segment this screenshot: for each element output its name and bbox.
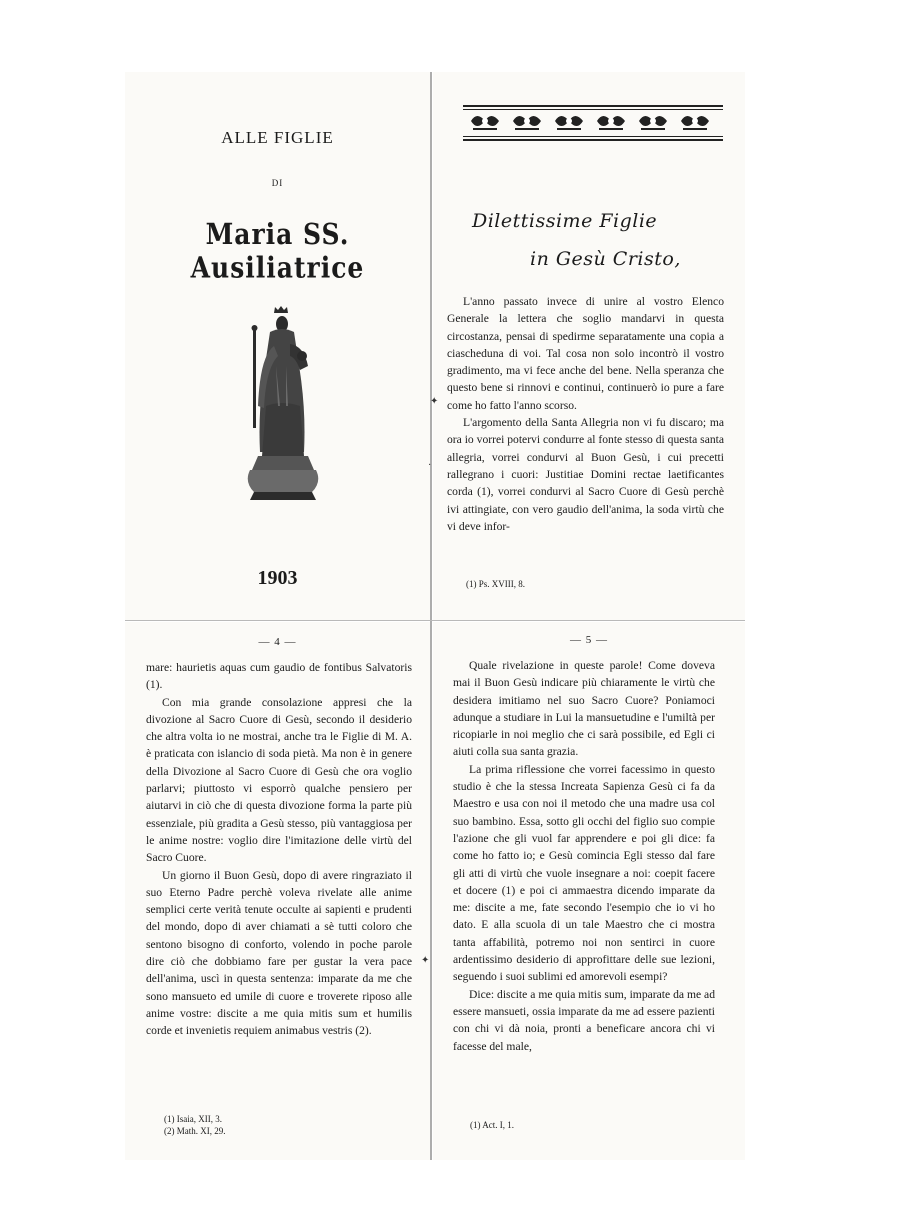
page-divider xyxy=(125,620,745,621)
paragraph: L'argomento della Santa Allegria non vi fu discaro; ma ora io vorrei potervi condurre al fonte stesso di questa santa allegria, vorrei condurvi al Buon Gesù, i cui precetti rallegrano i cuori: Justitiae Domini rectae laetificantes corda (1), vorrei condurvi al Sacro Cuore di Gesù perchè ivi attingiate, con vero gaudio dell'anima, la soda virtù che vi deve infor- xyxy=(447,416,724,533)
margin-mark: ✦ xyxy=(421,955,430,966)
paragraph: L'anno passato invece di unire al vostro Elenco Generale la lettera che soglio mandarvi in questa circostanza, pensai di spedirme separatamente una copia a ciascheduna di voi. Tal cosa non solo incontrò il vostro gradimento, ma vi fece anche del bene. Nella speranza che questo bene si rinnovi e continui, continuerò io pure a fare come ho fatto l'anno scorso. xyxy=(447,295,724,412)
salutation-line-1: Dilettissime Figlie xyxy=(472,210,658,232)
paragraph: Con mia grande consolazione appresi che la divozione al Sacro Cuore di Gesù, secondo il desiderio che altra volta io ne mostrai, anche tra le Figlie di M. A. è praticata con islancio di soda pietà. Ma non è in genere della Divozione al Sacro Cuore di Gesù che ora voglio parlarvi; piuttosto vi esporrò qualche pensiero per aiutarvi in ciò che di questa divozione forma la parte più essenziale, più gradita a Gesù stesso, più vantaggiosa per le anime nostre: voglio dire l'imitazione delle virtù del Sacro Cuore. xyxy=(146,695,412,865)
salutation-line-2: in Gesù Cristo, xyxy=(530,248,681,270)
page-number: — 5 — xyxy=(570,634,608,646)
paragraph: Dice: discite a me quia mitis sum, imparate da me ad essere mansueti, ossia imparate da me ad essere pazienti con chi vi dà noia, pronti a beneficare ancora chi vi facesse del male, xyxy=(453,987,715,1053)
margin-mark: ✦ xyxy=(430,396,439,407)
title-line-alle-figlie: ALLE FIGLIE xyxy=(221,128,334,147)
footnote: (1) Isaia, XII, 3. xyxy=(164,1114,222,1124)
madonna-statue-illustration xyxy=(240,306,324,502)
title-line-di: DI xyxy=(271,178,284,188)
title-maria-ausiliatrice: Maria SS. Ausiliatrice xyxy=(190,217,365,285)
page-4-body xyxy=(146,659,412,1040)
binding-gutter xyxy=(430,72,432,1160)
paragraph: La prima riflessione che vorrei facessimo in questo studio è che la stessa Increata Sapienza Gesù ci fa da Maestro e usa con noi il metodo che una madre usa col suo bambino. Essa, sotto gli occhi del figlio suo compie l'azione che gli vuol far apprendere e poi gli dice: fa come ho fatto io; e Gesù comincia Egli stesso dal fare gli atti di virtù che vuole insegnare a noi: coepit facere et docere (1) e poi ci ammaestra dicendo imparate da me: discite a me, fate secondo l'esempio che io vi ho dato. E alla scuola di un tale Maestro che ci mostra tanta affabilità, potremo noi non sentirci in cuore ardentissimo desiderio di approfittare delle sue lezioni, seguendo i suoi sublimi ed amorevoli esempi? xyxy=(453,762,715,984)
footnote: (2) Math. XI, 29. xyxy=(164,1126,226,1136)
letter-body xyxy=(447,293,724,535)
paragraph: mare: haurietis aquas cum gaudio de fontibus Salvatoris (1). xyxy=(146,661,412,692)
paragraph: Quale rivelazione in queste parole! Come doveva mai il Buon Gesù indicare più chiaramente le virtù che desidera imitiamo nel suo Sacro Cuore? Poniamoci adunque a studiare in Lui la mansuetudine e l'umiltà per ricopiarle in noi meglio che ci sarà possibile, ed Egli ci aiuti colla sua santa grazia. xyxy=(453,659,715,759)
page-number: — 4 — xyxy=(258,636,297,648)
footnote: (1) Act. I, 1. xyxy=(470,1120,514,1130)
footnote: (1) Ps. XVIII, 8. xyxy=(466,579,525,589)
page-5-body xyxy=(453,657,715,1055)
margin-mark: · xyxy=(428,460,432,471)
paragraph: Un giorno il Buon Gesù, dopo di avere ringraziato il suo Eterno Padre perchè voleva rivelate alle anime semplici certe verità tenute occulte ai sapienti e prudenti del mondo, dopo di aver chiamati a sè tutti coloro che sentono bisogno di conforto, volendo in poche parole dire ciò che dobbiamo fare per gustar la vera pace dell'anima, uscì in questa sentenza: imparate da me che sono mansueto ed umile di cuore e troverete riposo alle anime vostre: discite a me quia mitis sum et humilis corde et invenietis requiem animabus vestris (2). xyxy=(146,868,412,1038)
publication-year: 1903 xyxy=(257,567,298,589)
decorative-ornament-band xyxy=(463,105,723,141)
